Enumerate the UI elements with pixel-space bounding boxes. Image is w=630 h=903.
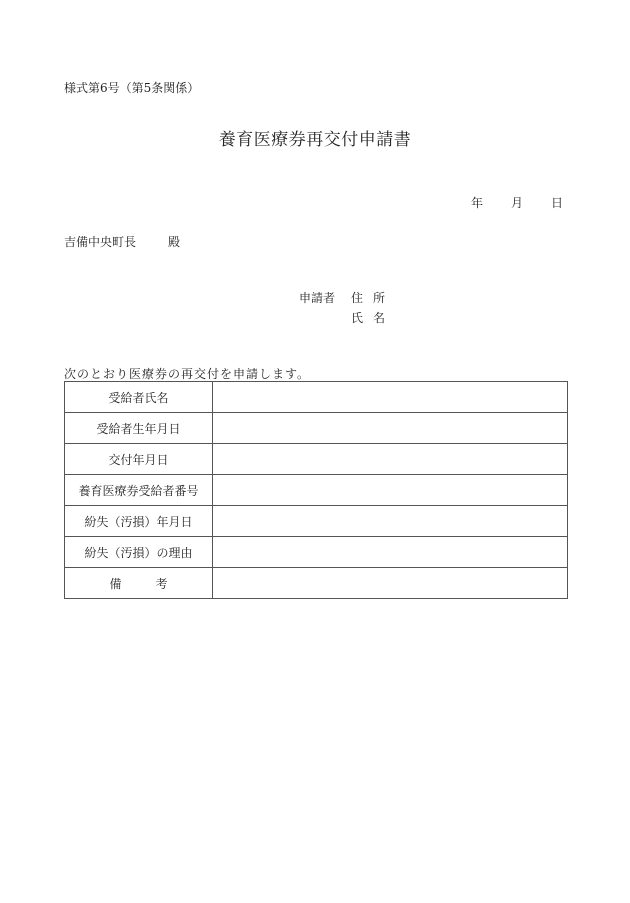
table-row-recipient-name [65,382,568,413]
table-row-loss-date [65,506,568,537]
table-row-recipient-birthdate [65,413,568,444]
recipient-birthdate-field[interactable] [213,413,568,444]
loss-reason-field[interactable] [213,537,568,568]
applicant-label: 申請者 [299,291,336,305]
form-number: 様式第6号（第5条関係） [64,81,200,95]
remarks-field[interactable] [213,568,568,599]
row-label-remarks [65,568,213,599]
date-year-label: 年 [471,196,484,210]
row-label-loss-date: 紛失（汚損）年月日 [65,506,213,537]
document-title: 養育医療券再交付申請書 [218,130,412,150]
reissue-form-table [64,381,568,599]
applicant-name-label: 氏名 [351,311,396,325]
row-label-recipient-birthdate: 受給者生年月日 [65,413,213,444]
loss-date-field[interactable] [213,506,568,537]
recipient-name-field[interactable] [213,382,568,413]
addressee-honorific: 殿 [168,235,181,249]
table-row-issue-date [65,444,568,475]
table-row-recipient-number [65,475,568,506]
row-label-recipient-name: 受給者氏名 [65,382,213,413]
table-row-loss-reason [65,537,568,568]
intro-text: 次のとおり医療券の再交付を申請します。 [64,367,311,381]
applicant-address-label: 住所 [351,291,396,305]
row-label-loss-reason: 紛失（汚損）の理由 [65,537,213,568]
addressee-name: 吉備中央町長 [64,235,137,249]
date-month-label: 月 [511,196,524,210]
issue-date-field[interactable] [213,444,568,475]
row-label-recipient-number: 養育医療券受給者番号 [65,475,213,506]
recipient-number-field[interactable] [213,475,568,506]
remarks-label-text: 備考 [109,576,202,591]
date-day-label: 日 [551,196,564,210]
table-row-remarks [65,568,568,599]
row-label-issue-date: 交付年月日 [65,444,213,475]
